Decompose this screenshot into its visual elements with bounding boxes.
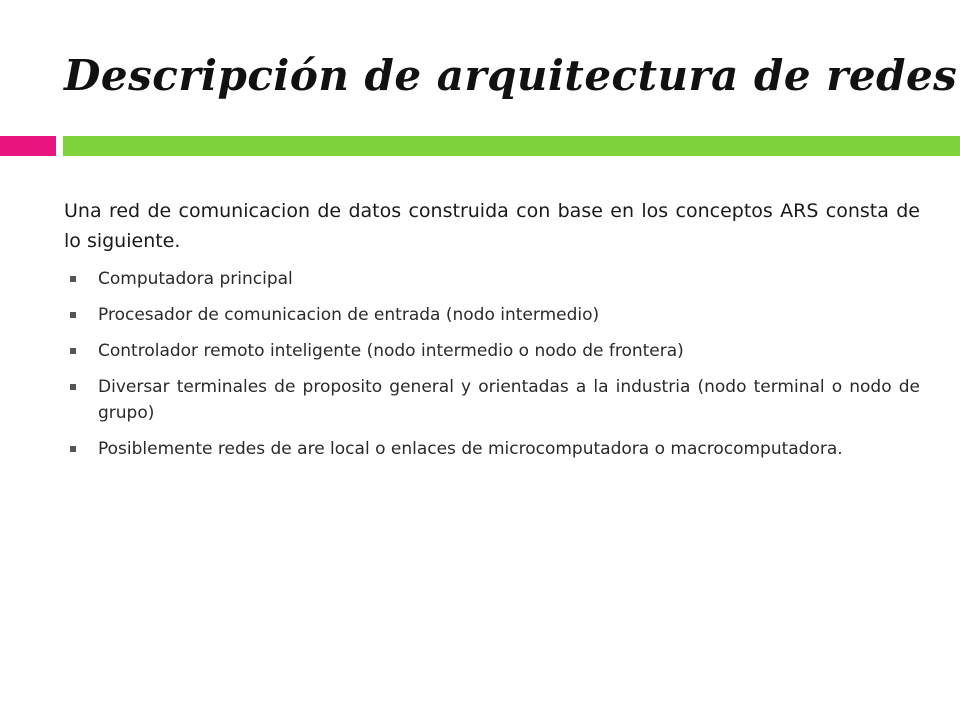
accent-bar-green	[63, 136, 960, 156]
square-bullet-icon	[70, 348, 76, 354]
bullet-item-computadora	[64, 266, 920, 292]
bullet-text: Procesador de comunicacion de entrada (nodo intermedio)	[98, 305, 600, 325]
bullet-list	[64, 266, 920, 462]
bullet-text: Controlador remoto inteligente (nodo intermedio o nodo de frontera)	[98, 341, 684, 361]
bullet-text: Diversar terminales de proposito general y orientadas a la industria (nodo terminal o nodo de grupo)	[98, 377, 920, 423]
bullet-item-procesador	[64, 302, 920, 328]
square-bullet-icon	[70, 446, 76, 452]
slide-content	[64, 196, 920, 472]
accent-bar-pink	[0, 136, 56, 156]
bullet-item-redes	[64, 436, 920, 462]
bullet-text: Computadora principal	[98, 269, 293, 289]
slide-title: Descripción de arquitectura de redes	[64, 51, 958, 100]
square-bullet-icon	[70, 276, 76, 282]
bullet-item-controlador	[64, 338, 920, 364]
bullet-text: Posiblemente redes de are local o enlaces de microcomputadora o macrocomputadora.	[98, 439, 843, 459]
intro-paragraph: Una red de comunicacion de datos construida con base en los conceptos ARS consta de lo siguiente.	[64, 200, 920, 252]
bullet-item-terminales	[64, 374, 920, 426]
square-bullet-icon	[70, 312, 76, 318]
square-bullet-icon	[70, 384, 76, 390]
